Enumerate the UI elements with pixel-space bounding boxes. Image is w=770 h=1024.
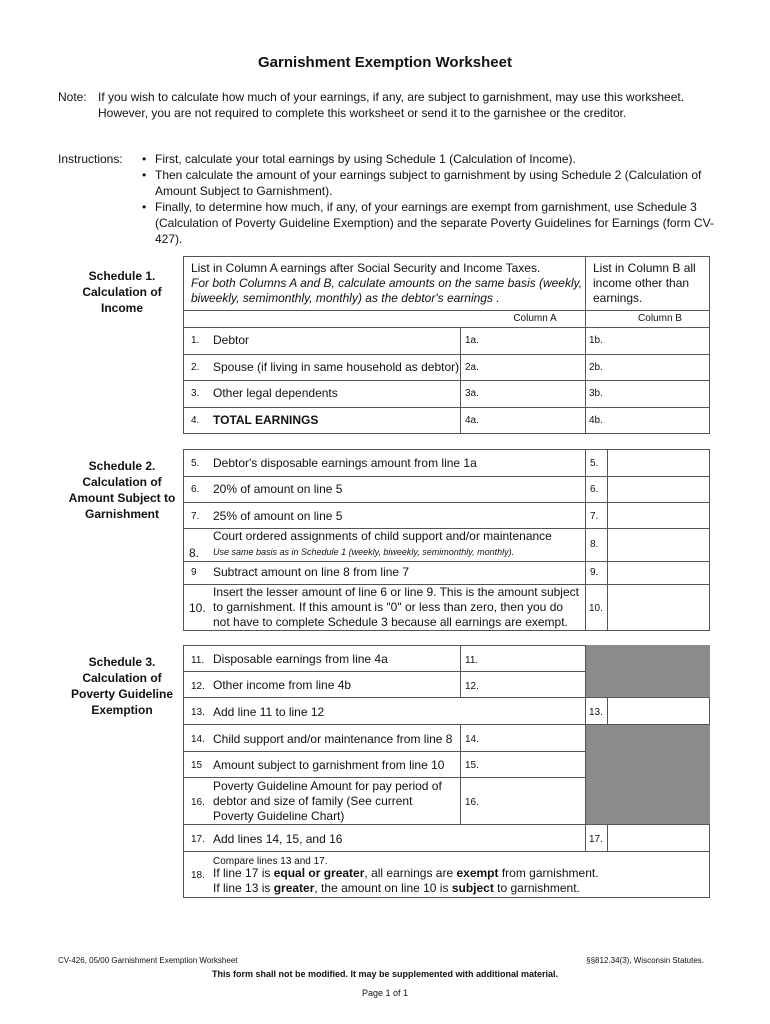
line-ref: 1b. <box>589 335 603 346</box>
line-number: 2. <box>191 362 200 373</box>
instructions-label: Instructions: <box>58 152 123 166</box>
line-ref: 2a. <box>465 362 479 373</box>
line-number: 14. <box>191 734 205 745</box>
line-label: Subtract amount on line 8 from line 7 <box>213 565 410 579</box>
note-text: If you wish to calculate how much of your earnings, if any, are subject to garnishment, may use this worksheet. However, you are not required to complete this worksheet or send it to the garnishee or the creditor. <box>98 90 685 120</box>
instruction-item: • Then calculate the amount of your earnings subject to garnishment by using Schedule 2 (Calculation of Amount Subject to Garnishment). <box>142 167 732 199</box>
schedule3-heading: Schedule 3. Calculation of Poverty Guideline Exemption <box>70 655 174 717</box>
shaded-area <box>585 645 710 697</box>
line-ref: 4b. <box>589 415 603 426</box>
line-number: 6. <box>191 484 200 495</box>
line-ref: 16. <box>465 797 479 808</box>
column-b-header: Column B <box>638 313 682 324</box>
line-label: Insert the lesser amount of line 6 or line 9. This is the amount subject to garnishment. If this amount is "0" or less than zero, then you do not have to complete Schedule 3 because all earnings are exempt. <box>213 585 579 629</box>
line-ref: 11. <box>465 655 479 666</box>
line-number: 11. <box>191 655 205 666</box>
page-title: Garnishment Exemption Worksheet <box>258 54 512 71</box>
line-label: Spouse (if living in same household as debtor) <box>213 360 460 374</box>
line-label: Poverty Guideline Amount for pay period of debtor and size of family (See current Poverty Guideline Chart) <box>213 779 442 823</box>
instructions-list <box>142 151 732 247</box>
line-number: 17. <box>191 834 205 845</box>
form-id: CV-426, 05/00 Garnishment Exemption Worksheet <box>58 956 238 965</box>
line-ref: 17. <box>589 834 603 845</box>
line-number: 5. <box>191 458 200 469</box>
line-label: Amount subject to garnishment from line 10 <box>213 758 445 772</box>
line-ref: 14. <box>465 734 479 745</box>
line-ref: 5. <box>590 458 599 469</box>
column-b-note: List in Column B all income other than earnings. <box>593 261 696 305</box>
line-ref: 3b. <box>589 388 603 399</box>
line-label: Add line 11 to line 12 <box>213 705 325 719</box>
line-ref: 13. <box>589 707 603 718</box>
line-ref: 3a. <box>465 388 479 399</box>
line-label: Other legal dependents <box>213 386 338 400</box>
result-line-1: If line 17 is equal or greater, all earnings are exempt from garnishment. <box>213 866 599 880</box>
statute-reference: §§812.34(3), Wisconsin Statutes. <box>586 956 704 965</box>
instruction-item: • First, calculate your total earnings by using Schedule 1 (Calculation of Income). <box>142 151 732 167</box>
line-label: 25% of amount on line 5 <box>213 509 343 523</box>
line-ref: 2b. <box>589 362 603 373</box>
line-number: 7. <box>191 511 200 522</box>
line-number: 3. <box>191 388 200 399</box>
line-label: Other income from line 4b <box>213 678 352 692</box>
line-number: 12. <box>191 681 205 692</box>
schedule1-heading: Schedule 1. Calculation of Income <box>82 269 162 315</box>
line-ref: 8. <box>590 539 599 550</box>
instruction-item: • Finally, to determine how much, if any, of your earnings are exempt from garnishment, use Schedule 3 (Calculation of Poverty Guideline Exemption) and the separate Poverty Guidelines for Earnings (form CV-427). <box>142 199 732 247</box>
line-ref: 7. <box>590 511 599 522</box>
line-ref: 15. <box>465 760 479 771</box>
line-number: 18. <box>191 870 205 881</box>
line-number: 1. <box>191 335 200 346</box>
schedule1-intro: List in Column A earnings after Social Security and Income Taxes. For both Columns A and B, calculate amounts on the same basis (weekly, biweekly, semimonthly, monthly) as the debtor's earnings . <box>191 261 583 305</box>
line-ref: 10. <box>589 603 603 614</box>
schedule2-heading: Schedule 2. Calculation of Amount Subject to Garnishment <box>68 459 176 521</box>
line-number: 16. <box>191 797 205 808</box>
note-label: Note: <box>58 90 87 104</box>
compare-note: Compare lines 13 and 17. <box>213 856 328 867</box>
line-number: 15 <box>191 760 203 771</box>
column-a-header: Column A <box>513 313 557 324</box>
line-label: Debtor <box>213 333 250 347</box>
line-label: Child support and/or maintenance from line 8 <box>213 732 453 746</box>
line-label: Add lines 14, 15, and 16 <box>213 832 343 846</box>
line-number: 10. <box>189 601 206 615</box>
line-ref: 1a. <box>465 335 479 346</box>
line-number: 9 <box>191 567 197 578</box>
modification-notice: This form shall not be modified. It may be supplemented with additional material. <box>211 969 559 979</box>
line-number: 13. <box>191 707 205 718</box>
line-label: Disposable earnings from line 4a <box>213 652 388 666</box>
line-sublabel: Use same basis as in Schedule 1 (weekly, biweekly, semimonthly, monthly). <box>213 547 515 557</box>
line-ref: 9. <box>590 567 599 578</box>
line-label: Debtor's disposable earnings amount from line 1a <box>213 456 477 470</box>
result-line-2: If line 13 is greater, the amount on line 10 is subject to garnishment. <box>213 881 580 895</box>
page-number: Page 1 of 1 <box>361 988 409 998</box>
line-label: Court ordered assignments of child support and/or maintenance <box>213 529 552 543</box>
line-label: 20% of amount on line 5 <box>213 482 343 496</box>
line-ref: 4a. <box>465 415 479 426</box>
shaded-area <box>585 724 710 824</box>
line-ref: 6. <box>590 484 599 495</box>
line-number: 4. <box>191 415 200 426</box>
line-label: TOTAL EARNINGS <box>213 413 319 427</box>
line-number: 8. <box>189 546 200 560</box>
line-ref: 12. <box>465 681 479 692</box>
